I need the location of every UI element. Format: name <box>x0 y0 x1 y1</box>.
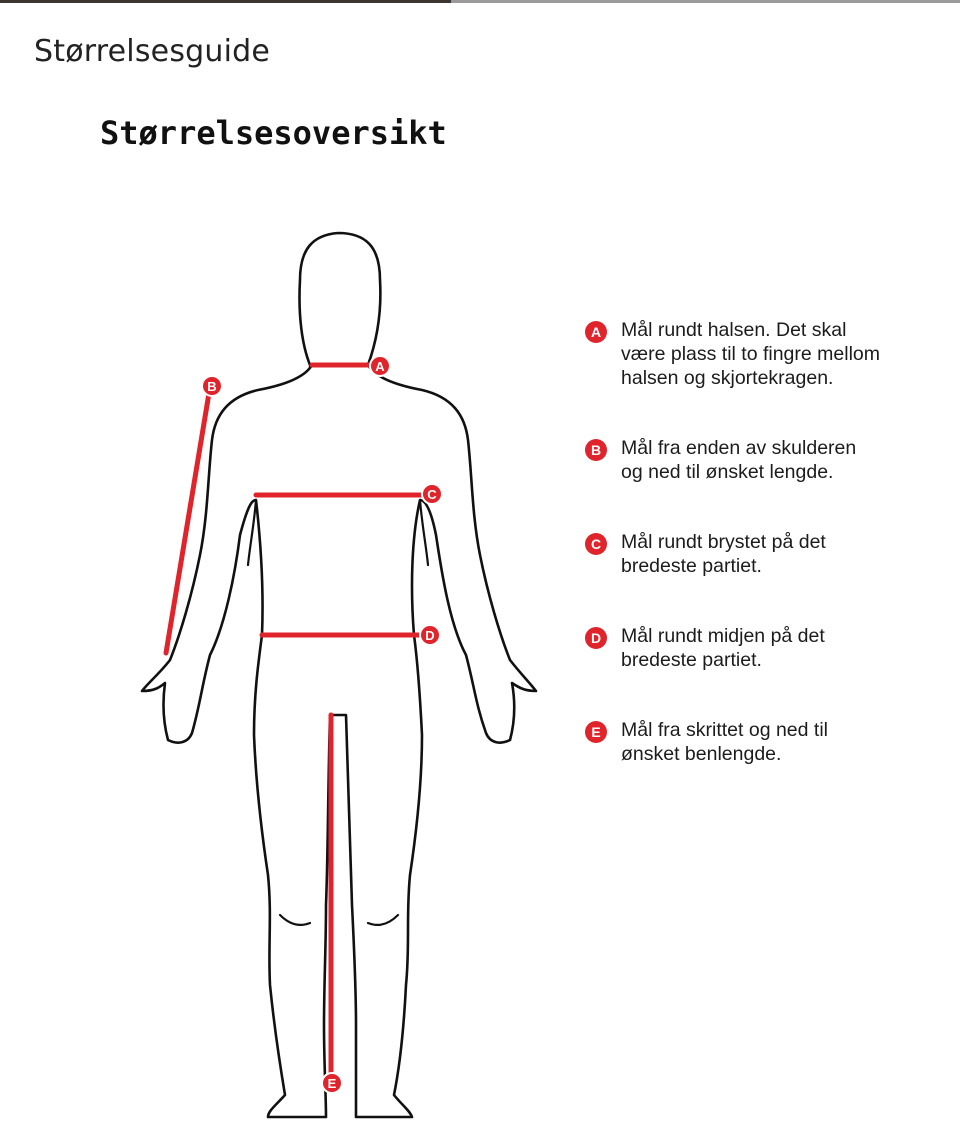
section-title: Størrelsesoversikt <box>100 114 447 152</box>
body-outline <box>142 365 536 1117</box>
legend-text-d: Mål rundt midjen på det bredeste partiet. <box>621 625 825 671</box>
marker-c <box>422 484 442 504</box>
marker-a <box>370 356 390 376</box>
legend-badge-b: B <box>585 439 607 461</box>
right-arm-inner-contour <box>420 500 428 565</box>
legend-badge-c: C <box>585 533 607 555</box>
marker-e <box>322 1073 342 1093</box>
head-outline <box>299 233 380 385</box>
legend-item-b <box>585 436 945 484</box>
legend-item-d <box>585 624 945 672</box>
legend-item-c <box>585 530 945 578</box>
legend-text-a: Mål rundt halsen. Det skal være plass til to fingre mellom halsen og skjortekragen. <box>621 319 881 389</box>
legend-text-b: Mål fra enden av skulderen og ned til ønsket lengde. <box>621 437 857 483</box>
legend-badge-a: A <box>585 321 607 343</box>
legend-item-e <box>585 718 945 766</box>
top-progress-bar <box>0 0 960 3</box>
marker-b-label: B <box>207 379 217 394</box>
legend-text-e: Mål fra skrittet og ned til ønsket benlengde. <box>621 719 828 765</box>
marker-e-label: E <box>327 1076 337 1091</box>
progress-fill <box>0 0 451 3</box>
marker-a-label: A <box>375 359 385 374</box>
marker-d-label: D <box>425 628 435 643</box>
marker-d <box>420 625 440 645</box>
body-outline-illustration <box>130 225 550 1125</box>
legend-item-a <box>585 318 945 390</box>
legend-badge-e: E <box>585 721 607 743</box>
page-title: Størrelsesguide <box>34 34 271 69</box>
marker-b <box>202 376 222 396</box>
legend-badge-d: D <box>585 627 607 649</box>
legend-text-c: Mål rundt brystet på det bredeste partiet. <box>621 531 826 577</box>
body-measurement-figure <box>130 225 550 1125</box>
marker-c-label: C <box>427 487 437 502</box>
